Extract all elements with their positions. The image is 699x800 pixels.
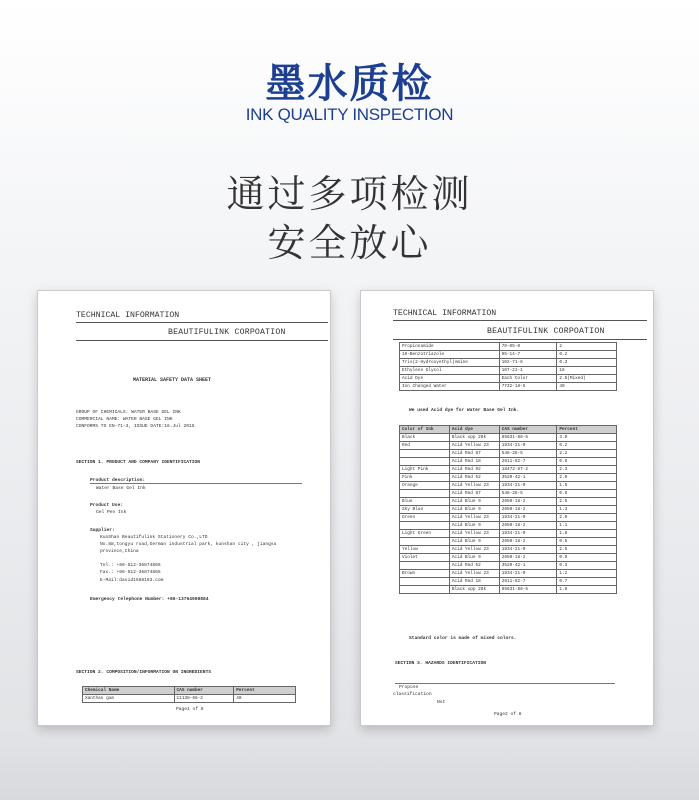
dye-cell: Blue (400, 498, 450, 506)
conforms-line: CONFORMS TO EN-71-3, ISSUE DATE:16.Jul 2015 (76, 424, 195, 429)
dye-cell: Orange (400, 482, 450, 490)
product-use-value: Gel Pen Ink (96, 510, 127, 515)
ingredient-cell: Ethylene Glycol (400, 367, 500, 375)
dye-cell: 1.9 (557, 586, 617, 594)
composition-cell: 40 (234, 695, 296, 703)
dye-cell (400, 562, 450, 570)
dye-cell: 2.5 (557, 498, 617, 506)
headline-line-2: 安全放心 (267, 221, 432, 265)
dye-cell: 1.3 (557, 506, 617, 514)
dye-header: Color of Ink (400, 426, 450, 434)
ingredients-table (399, 342, 617, 391)
company-name: BEAUTIFULINK CORPOATION (168, 328, 286, 337)
composition-header: CAS number (174, 687, 234, 695)
dye-cell: 0.6 (557, 458, 617, 466)
dye-cell (400, 458, 450, 466)
dye-cell: 1934-21-0 (499, 442, 557, 450)
dye-cell: 0.2 (557, 442, 617, 450)
msds-title: MATERIAL SAFETY DATA SHEET (133, 377, 212, 383)
ingredient-cell: 1H-Benzotriazole (400, 351, 500, 359)
dye-row (400, 522, 617, 530)
supplier-tel: Tel.: +86-512-36874865 (100, 563, 161, 568)
dye-row (400, 466, 617, 474)
dye-row (400, 458, 617, 466)
ingredient-cell: 18 (557, 367, 617, 375)
dye-cell: 548-26-5 (499, 490, 557, 498)
dye-cell: 2.0 (557, 474, 617, 482)
ingredient-row (400, 375, 617, 383)
dye-cell: 2650-18-2 (499, 498, 557, 506)
ingredient-row (400, 351, 617, 359)
dye-row (400, 562, 617, 570)
dye-cell (400, 586, 450, 594)
ingredient-cell: Each Color (499, 375, 557, 383)
dye-cell (400, 538, 450, 546)
dye-cell: 0.9 (557, 554, 617, 562)
section-1-heading: SECTION 1. PRODUCT AND COMPANY IDENTIFICATION (76, 460, 201, 465)
not-text: Not (437, 700, 446, 705)
dye-cell: Acid Yellow 23 (449, 530, 499, 538)
dye-cell (400, 490, 450, 498)
mixed-colors-note: Standard color is made of mixed colors. (409, 636, 517, 641)
supplier-address: No.88,tongyu road,German industrial park, kunshan city , jiangsu (100, 542, 277, 547)
dye-row (400, 442, 617, 450)
ingredient-row (400, 343, 617, 351)
dye-row (400, 538, 617, 546)
dye-cell: Red (400, 442, 450, 450)
ingredient-cell: Ion Changed Water (400, 383, 500, 391)
company-rule (76, 340, 328, 341)
dye-cell: 2.5 (557, 546, 617, 554)
dye-cell: Light Pink (400, 466, 450, 474)
product-description-label: Product description: (90, 478, 146, 483)
acid-dye-table (399, 425, 617, 594)
dye-cell: 1.1 (557, 522, 617, 530)
dye-cell: Acid Blue 9 (449, 506, 499, 514)
dye-cell: Acid Yellow 23 (449, 546, 499, 554)
page-number: Page1 of 8 (176, 707, 204, 712)
dye-cell: 18472-87-2 (499, 466, 557, 474)
company-name: BEAUTIFULINK CORPOATION (487, 327, 605, 336)
headline-line-1: 通过多项检测 (226, 172, 473, 216)
dye-cell: 0.6 (557, 490, 617, 498)
ingredient-cell: 0.2 (557, 351, 617, 359)
dye-cell: Acid Red 87 (449, 450, 499, 458)
dye-cell: 85631-88-5 (499, 434, 557, 442)
dye-row (400, 578, 617, 586)
dye-row (400, 434, 617, 442)
msds-page-2 (360, 290, 654, 726)
dye-cell: 2611-82-7 (499, 578, 557, 586)
supplier-province: province,China (100, 549, 139, 554)
emergency-phone: Emergency telephone Number: +86-13764908884 (90, 597, 209, 602)
dye-cell: Sky Blue (400, 506, 450, 514)
dye-cell: 2.2 (557, 450, 617, 458)
dye-cell: Brown (400, 570, 450, 578)
dye-cell: Light Green (400, 530, 450, 538)
dye-cell: Acid Red 87 (449, 490, 499, 498)
ingredient-cell: 0.3 (557, 359, 617, 367)
dye-row (400, 546, 617, 554)
dye-cell: Acid Yellow 23 (449, 514, 499, 522)
ingredient-cell: Tris(2-Hydroxyethyl)Amine (400, 359, 500, 367)
dye-cell: 0.7 (557, 578, 617, 586)
dye-cell: 1934-21-0 (499, 530, 557, 538)
dye-cell (400, 522, 450, 530)
dye-cell: Pink (400, 474, 450, 482)
tech-info-heading: TECHNICAL INFORMATION (393, 309, 497, 318)
dye-cell (400, 578, 450, 586)
dye-cell: 1934-21-0 (499, 570, 557, 578)
ingredient-row (400, 359, 617, 367)
dye-cell: 1934-21-0 (499, 546, 557, 554)
dye-cell: 85631-88-5 (499, 586, 557, 594)
dye-header: Percent (557, 426, 617, 434)
dye-header: Acid dye (449, 426, 499, 434)
dye-cell: Black spp 29k (449, 586, 499, 594)
dye-cell: Acid Red 92 (449, 466, 499, 474)
dye-cell: Green (400, 514, 450, 522)
commercial-line: COMMERCIAL NAME: WATER BASE GEL INK (76, 417, 173, 422)
dye-cell: 2611-82-7 (499, 458, 557, 466)
dye-cell: Acid Red 52 (449, 562, 499, 570)
page-title: 墨水质检 (265, 61, 434, 107)
dye-cell: 1934-21-0 (499, 482, 557, 490)
supplier-email: E-Mail:david1588163.com (100, 578, 164, 583)
composition-table (82, 686, 296, 703)
classification-label: classification (393, 692, 432, 697)
composition-header: Chemical Name (83, 687, 175, 695)
dye-cell: 2650-18-2 (499, 554, 557, 562)
dye-row (400, 554, 617, 562)
ingredient-row (400, 383, 617, 391)
supplier-name: KunShan Beautifulink Stationery Co.,LTD (100, 535, 208, 540)
product-description-value: Water Base Gel Ink (96, 486, 146, 491)
composition-cell: 11138-66-2 (174, 695, 234, 703)
dye-cell: Acid Blue 9 (449, 498, 499, 506)
dye-cell: 2650-18-2 (499, 538, 557, 546)
hazard-rule (395, 683, 615, 684)
group-line: GROUP OF CHEMICALS: WATER BASE GEL INK (76, 410, 181, 415)
ingredient-cell: 107-21-1 (499, 367, 557, 375)
dye-cell: 3.0 (557, 434, 617, 442)
dye-cell: Acid Red 18 (449, 578, 499, 586)
dye-cell: 1934-21-0 (499, 514, 557, 522)
dye-cell: 3520-42-1 (499, 562, 557, 570)
section-2-heading: SECTION 2. COMPOSITION/INFORMATION ON INGREDIENTS (76, 670, 212, 675)
composition-cell: Xanthan gum (83, 695, 175, 703)
dye-cell: Violet (400, 554, 450, 562)
dye-cell: 2650-18-2 (499, 506, 557, 514)
dye-cell: Acid Blue 9 (449, 522, 499, 530)
ingredient-cell: 7732-18-5 (499, 383, 557, 391)
heading-rule (393, 320, 647, 321)
dye-cell: 0.5 (557, 538, 617, 546)
dye-cell: Acid Yellow 23 (449, 442, 499, 450)
dye-cell: Acid Blue 9 (449, 538, 499, 546)
dye-header-row (400, 426, 617, 434)
product-use-label: Product Use: (90, 503, 124, 508)
dye-cell: 2.3 (557, 466, 617, 474)
dye-row (400, 530, 617, 538)
dye-cell: Acid Red 52 (449, 474, 499, 482)
dye-row (400, 482, 617, 490)
dye-cell: 2.0 (557, 514, 617, 522)
dye-cell: Acid Blue 9 (449, 554, 499, 562)
section-3-heading: SECTION 3. HAZARDS IDENTIFICATION (395, 661, 486, 666)
dye-row (400, 498, 617, 506)
ingredient-cell: 2 (557, 343, 617, 351)
ingredient-cell: 95-14-7 (499, 351, 557, 359)
dye-cell (400, 450, 450, 458)
ingredient-cell: 2.5(Mixed) (557, 375, 617, 383)
propose-label: Propose (399, 685, 419, 690)
acid-dye-note: We used Acid dye for Water Base Gel Ink. (409, 408, 520, 413)
dye-row (400, 474, 617, 482)
ingredient-cell: 79-05-0 (499, 343, 557, 351)
heading-rule (76, 322, 328, 323)
dye-cell: Acid Yellow 23 (449, 570, 499, 578)
dye-cell: 548-26-5 (499, 450, 557, 458)
tech-info-heading: TECHNICAL INFORMATION (76, 311, 180, 320)
page-subtitle: INK QUALITY INSPECTION (245, 105, 454, 124)
dye-cell: 1.6 (557, 530, 617, 538)
dye-header: CAS number (499, 426, 557, 434)
dye-row (400, 586, 617, 594)
product-rule (90, 483, 302, 484)
dye-cell: 0.3 (557, 562, 617, 570)
composition-header: Percent (234, 687, 296, 695)
ingredient-cell: Propionamide (400, 343, 500, 351)
floor-background (0, 720, 699, 800)
ingredient-cell: 102-71-6 (499, 359, 557, 367)
ingredient-cell: Acid Dye (400, 375, 500, 383)
ingredient-row (400, 367, 617, 375)
dye-cell: 3520-42-1 (499, 474, 557, 482)
ingredient-cell: 40 (557, 383, 617, 391)
dye-cell: Yellow (400, 546, 450, 554)
dye-cell: Acid Yellow 23 (449, 482, 499, 490)
dye-row (400, 570, 617, 578)
dye-cell: 1.5 (557, 482, 617, 490)
dye-row (400, 514, 617, 522)
page-number: Page2 of 8 (494, 712, 522, 717)
dye-row (400, 490, 617, 498)
company-rule (393, 339, 647, 340)
dye-cell: Acid Red 18 (449, 458, 499, 466)
composition-row (83, 695, 296, 703)
msds-page-1 (37, 290, 331, 726)
dye-row (400, 450, 617, 458)
dye-cell: Black spp 29k (449, 434, 499, 442)
dye-cell: Black (400, 434, 450, 442)
dye-cell: 1.2 (557, 570, 617, 578)
supplier-label: Supplier: (90, 528, 115, 533)
dye-cell: 2650-18-2 (499, 522, 557, 530)
dye-row (400, 506, 617, 514)
supplier-fax: Fax.: +86-512-36874865 (100, 570, 161, 575)
